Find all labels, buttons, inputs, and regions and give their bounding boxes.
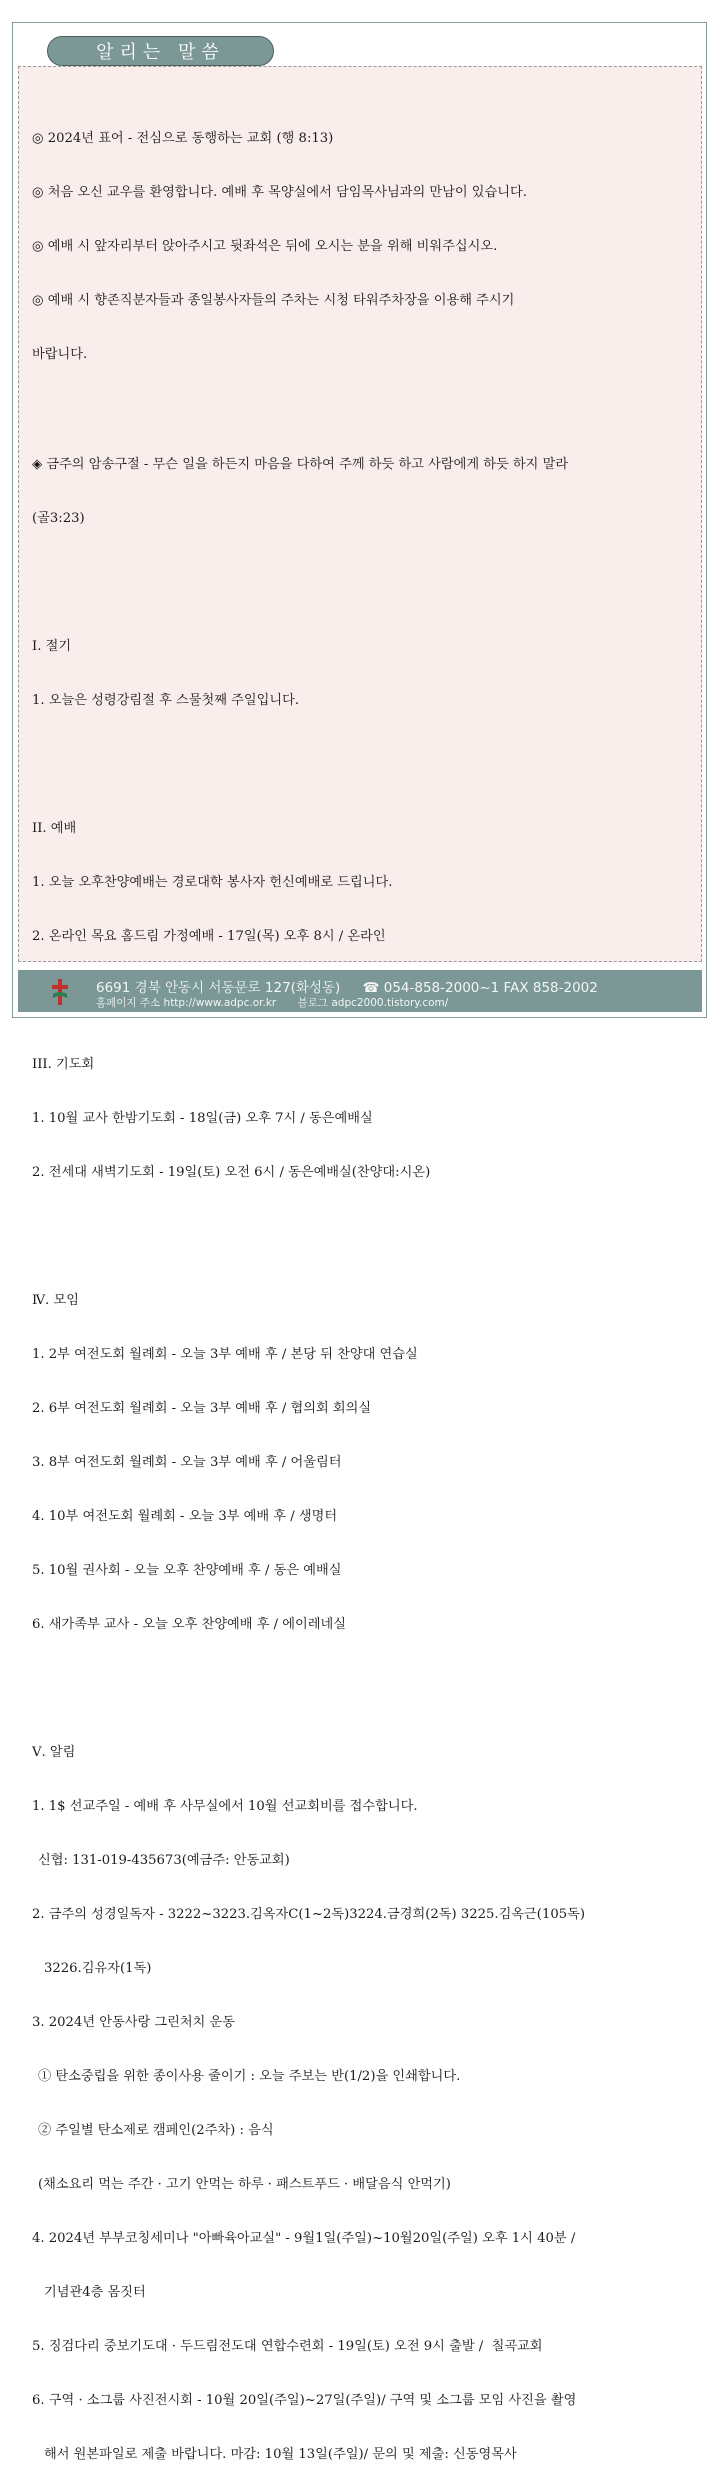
section-heading: Ⅳ. 모임 <box>32 1293 80 1308</box>
blog-link[interactable]: 블로그 adpc2000.tistory.com/ <box>297 997 449 1009</box>
section-item: 1. 오늘은 성령강림절 후 스물첫째 주일입니다. <box>32 693 300 708</box>
section-heading: I. 절기 <box>32 639 72 654</box>
homepage-link[interactable]: 홈페이지 주소 http://www.adpc.or.kr <box>96 997 277 1009</box>
section-item: 2. 전세대 새벽기도회 - 19일(토) 오전 6시 / 동은예배실(찬양대:시온) <box>32 1165 431 1180</box>
footer-address: 6691 경북 안동시 서동문로 127(화성동) <box>96 980 341 996</box>
announcement-item: 5. 징검다리 중보기도대 · 두드림전도대 연합수련회 - 19일(토) 오전 9시 출발 / 칠곡교회 <box>32 2339 543 2354</box>
notice-line: 바랍니다. <box>32 347 88 362</box>
announcement-item: 4. 2024년 부부코칭세미나 "아빠육아교실" - 9월1일(주일)~10월20일(주일) 오후 1시 40분 / <box>32 2231 576 2246</box>
announcement-item: ② 주일별 탄소제로 캠페인(2주차) : 음식 <box>38 2123 274 2138</box>
page-title: 알리는 말씀 <box>47 36 274 66</box>
notice-line: ◎ 예배 시 앞자리부터 앉아주시고 뒷좌석은 뒤에 오시는 분을 위해 비워주십시오. <box>32 239 498 254</box>
footer-phone: ☎ 054-858-2000~1 FAX 858-2002 <box>362 980 598 996</box>
announcement-item: 해서 원본파일로 제출 바랍니다. 마감: 10월 13일(주일)/ 문의 및 제출: 신동영목사 <box>44 2447 517 2462</box>
section-item: 4. 10부 여전도회 월례회 - 오늘 3부 예배 후 / 생명터 <box>32 1509 338 1524</box>
section-item: 5. 10월 권사회 - 오늘 오후 찬양예배 후 / 동은 예배실 <box>32 1563 342 1578</box>
section-item: 1. 오늘 오후찬양예배는 경로대학 봉사자 헌신예배로 드립니다. <box>32 875 393 890</box>
section-item: 1. 10월 교사 한밤기도회 - 18일(금) 오후 7시 / 동은예배실 <box>32 1111 373 1126</box>
announcement-item: ① 탄소중립을 위한 종이사용 줄이기 : 오늘 주보는 반(1/2)을 인쇄합니다. <box>38 2069 461 2084</box>
memory-verse: ◈ 금주의 암송구절 - 무슨 일을 하든지 마음을 다하여 주께 하듯 하고 사람에게 하듯 하지 말라 <box>32 457 569 472</box>
section-item: 2. 온라인 목요 홈드림 가정예배 - 17일(목) 오후 8시 / 온라인 <box>32 929 386 944</box>
announcement-item: 2. 금주의 성경일독자 - 3222~3223.김옥자C(1~2독)3224.금경희(2독) 3225.김옥근(105독) <box>32 1907 585 1922</box>
section-item: 6. 새가족부 교사 - 오늘 오후 찬양예배 후 / 에이레네실 <box>32 1617 346 1632</box>
notice-content <box>32 94 702 2482</box>
footer <box>18 970 702 1012</box>
section-heading: Ⅴ. 알림 <box>32 1745 76 1760</box>
announcement-item: 신협: 131-019-435673(예금주: 안동교회) <box>38 1853 290 1868</box>
section-item: 2. 6부 여전도회 월례회 - 오늘 3부 예배 후 / 협의회 회의실 <box>32 1401 372 1416</box>
announcement-item: 6. 구역 · 소그룹 사진전시회 - 10월 20일(주일)~27일(주일)/ 구역 및 소그룹 모임 사진을 촬영 <box>32 2393 577 2408</box>
footer-contact <box>96 976 616 996</box>
section-item: 3. 8부 여전도회 월례회 - 오늘 3부 예배 후 / 어울림터 <box>32 1455 342 1470</box>
footer-links <box>96 995 466 1010</box>
church-cross-icon <box>50 978 70 1006</box>
section-heading: II. 예배 <box>32 821 77 836</box>
notice-line: ◎ 처음 오신 교우를 환영합니다. 예배 후 목양실에서 담임목사님과의 만남이 있습니다. <box>32 185 527 200</box>
announcement-item: 3226.김유자(1독) <box>44 1961 152 1976</box>
notice-line: ◎ 예배 시 향존직분자들과 종일봉사자들의 주차는 시청 타워주차장을 이용해 주시기 <box>32 293 515 308</box>
announcement-item: 3. 2024년 안동사랑 그린처치 운동 <box>32 2015 236 2030</box>
memory-verse-ref: (골3:23) <box>32 511 85 526</box>
announcement-item: 1. 1$ 선교주일 - 예배 후 사무실에서 10월 선교회비를 접수합니다. <box>32 1799 418 1814</box>
notice-line: ◎ 2024년 표어 - 전심으로 동행하는 교회 (행 8:13) <box>32 131 334 146</box>
section-heading: III. 기도회 <box>32 1057 95 1072</box>
announcement-item: (채소요리 먹는 주간 · 고기 안먹는 하루 · 패스트푸드 · 배달음식 안먹기) <box>38 2177 451 2192</box>
section-item: 1. 2부 여전도회 월례회 - 오늘 3부 예배 후 / 본당 뒤 찬양대 연습실 <box>32 1347 418 1362</box>
announcement-item: 기념관4층 몸짓터 <box>44 2285 146 2300</box>
